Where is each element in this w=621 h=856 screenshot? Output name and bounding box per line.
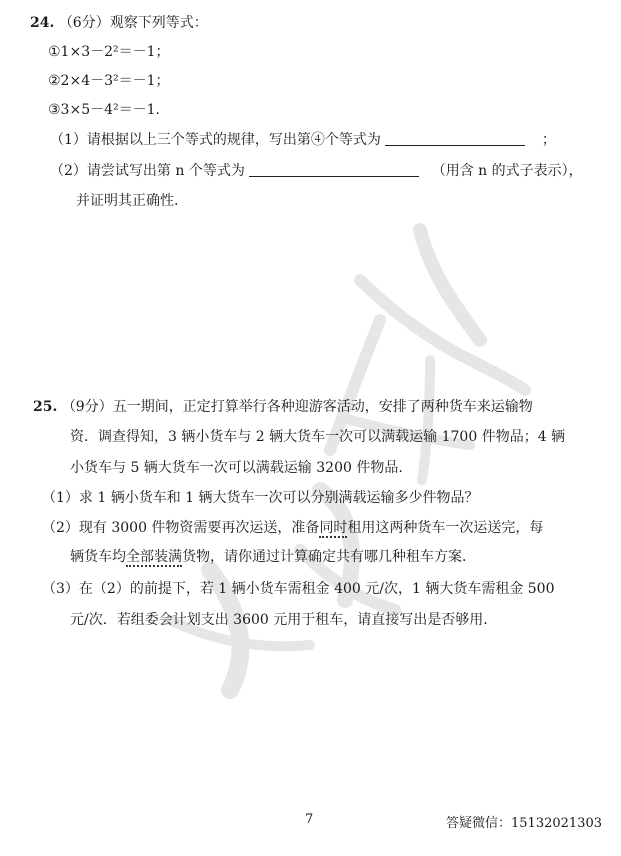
q25-part-2-text-a: （2）现有 3000 件物资需要再次运送，准备 [42, 520, 320, 536]
q24-part-1 [50, 131, 556, 149]
q24-equation-2: ②2×4－3²＝－1； [48, 73, 170, 89]
q24-part-1-text: （1）请根据以上三个等式的规律，写出第④个等式为 [50, 132, 381, 148]
q24-part-1-end: ； [541, 132, 556, 148]
q25-header: （9分）五一期间，正定打算举行各种迎游客活动，安排了两种货车来运输物 [61, 399, 533, 415]
watermark-calligraphy [130, 190, 550, 710]
q24-heading [30, 14, 208, 32]
q25-part-1: （1）求 1 辆小货车和 1 辆大货车一次可以分别满载运输多少件物品？ [42, 490, 479, 506]
q25-line-2: 资．调查得知，3 辆小货车与 2 辆大货车一次可以满载运输 1700 件物品；4 辆 [70, 429, 566, 445]
q24-part-1-answer-blank[interactable] [385, 131, 525, 146]
page-number: 7 [305, 812, 314, 827]
q25-part-2-emphasis-2: 全部装满 [126, 549, 182, 565]
q24-equation-3: ③3×5－4²＝－1. [48, 102, 160, 118]
q24-part-2-text: （2）请尝试写出第 n 个等式为 [50, 163, 245, 179]
q24-part-2 [50, 162, 583, 180]
q25-part-2-text-b: 租用这两种货车一次运送完，每 [347, 520, 544, 536]
q24-part-2-note: （用含 n 的式子表示）， [431, 163, 583, 179]
q25-line-3: 小货车与 5 辆大货车一次可以满载运输 3200 件物品. [70, 460, 403, 476]
q24-part-2-line-2: 并证明其正确性. [76, 193, 179, 209]
contact-info: 答疑微信：15132021303 [446, 816, 602, 831]
q25-part-2-line-2 [70, 548, 466, 566]
q24-equation-1: ①1×3－2²＝－1； [48, 44, 170, 60]
q25-part-2 [42, 519, 543, 537]
q24-header: （6分）观察下列等式： [58, 15, 208, 31]
q25-number: 25. [33, 399, 58, 415]
q24-part-2-answer-blank[interactable] [249, 162, 419, 177]
q25-part-2-text-c: 辆货车均 [70, 549, 126, 565]
q25-heading [33, 398, 533, 416]
q25-part-3-line-2: 元/次．若组委会计划支出 3600 元用于租车，请直接写出是否够用. [70, 612, 488, 628]
q25-part-3: （3）在（2）的前提下，若 1 辆小货车需租金 400 元/次，1 辆大货车需租金 500 [42, 581, 555, 597]
q24-number: 24. [30, 15, 55, 31]
q25-part-2-emphasis-1: 同时 [319, 520, 348, 536]
q25-part-2-text-d: 货物，请你通过计算确定共有哪几种租车方案. [182, 549, 467, 565]
